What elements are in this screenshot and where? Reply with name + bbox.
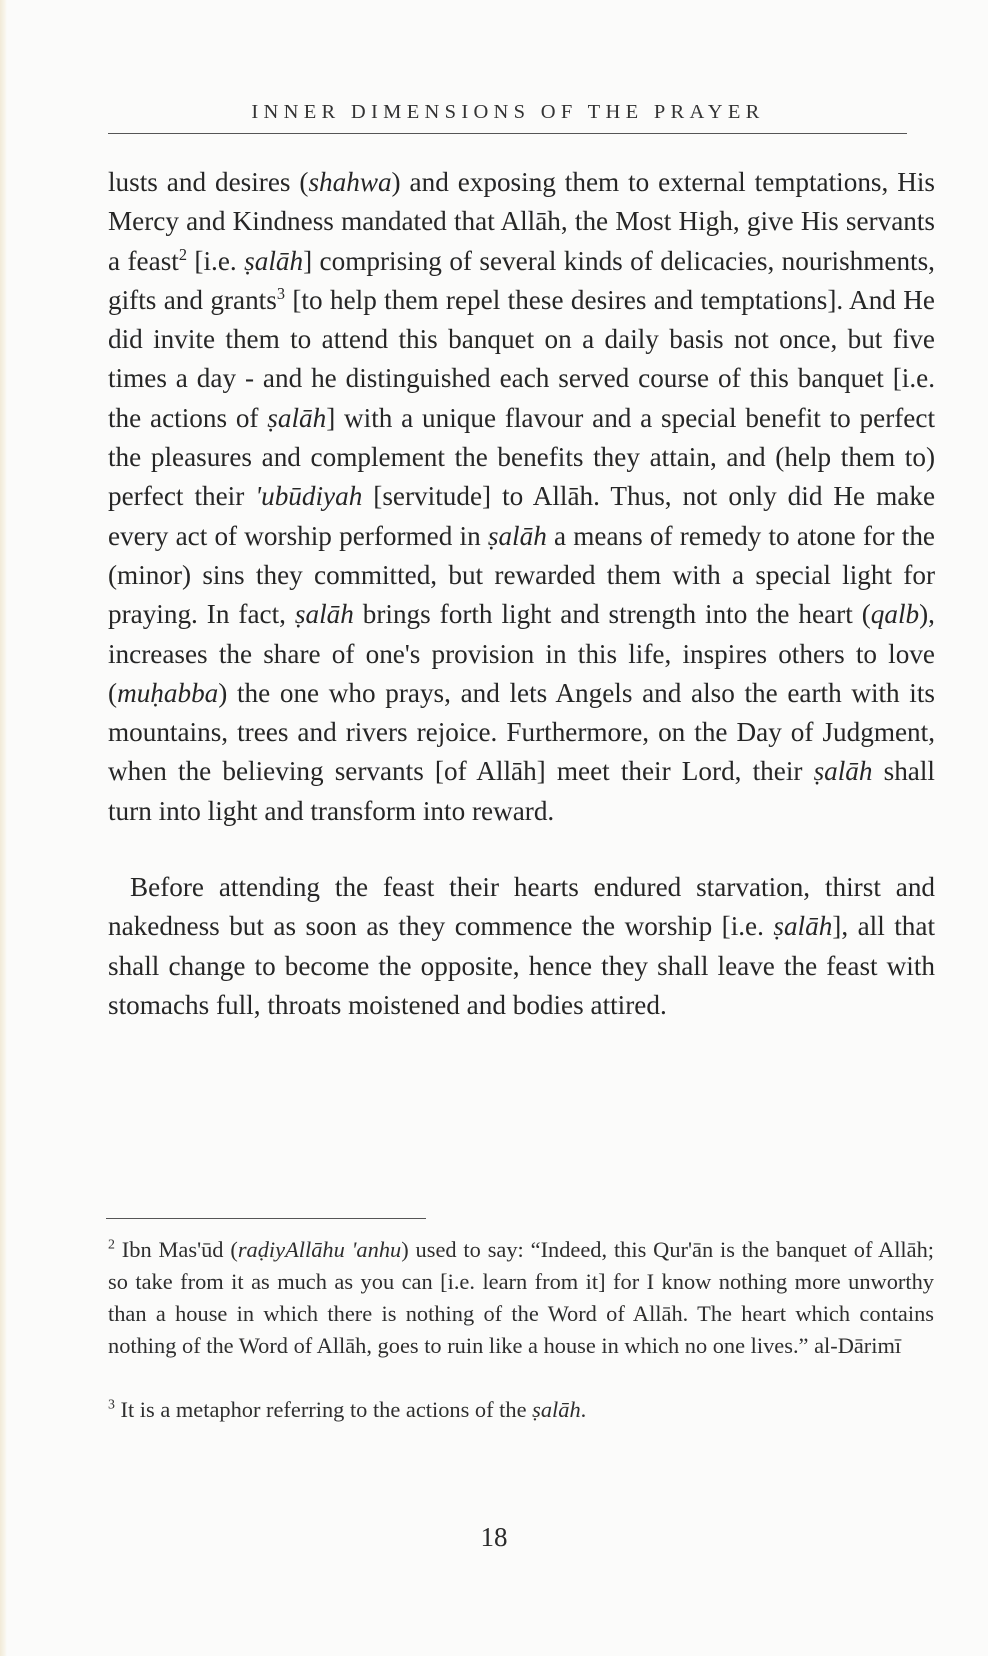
footnote-number: 3: [108, 1397, 115, 1413]
transliteration-ubudiyah: 'ubūdiyah: [255, 481, 363, 512]
running-header: INNER DIMENSIONS OF THE PRAYER: [251, 101, 765, 123]
main-text: [108, 163, 935, 1025]
transliteration-salah: ṣalāh: [244, 245, 304, 276]
transliteration-salah: ṣalāh: [813, 756, 873, 787]
text-segment: [to help them repel these desires and temptations]. And He did invite them to attend this banquet on a daily basis not once, but five times a day - and he distinguished each served course of this banquet [i.e. the actions of: [108, 284, 935, 433]
text-segment: ) the one who prays, and lets Angels and also the earth with its mountains, trees and rivers rejoice. Furthermore, on the Day of Judgment, when the believing servants [of Allāh] meet their Lord, their: [108, 677, 935, 787]
text-segment: ) used to say: “Indeed, this Qur'ān is the banquet of Allāh; so take from it as much as you can [i.e. learn from it] for I know nothing more unworthy than a house in which there is nothing of the Word of Allāh. The heart which contains nothing of the Word of Allāh, goes to ruin like a house in which no one lives.” al-Dārimī: [108, 1237, 934, 1358]
text-segment: ] comprising of several kinds of delicacies, nourishments, gifts and grants: [108, 245, 935, 315]
transliteration-salah: ṣalāh: [267, 402, 327, 433]
text-segment: ], all that shall change to become the opposite, hence they shall leave the feast with stomachs full, throats moistened and bodies attired.: [108, 911, 936, 1020]
footnote-ref-2[interactable]: 2: [178, 244, 187, 264]
text-segment: brings forth light and strength into the heart (: [353, 599, 871, 630]
text-segment: [servitude] to Allāh. Thus, not only did He make every act of worship performed in: [108, 481, 936, 551]
text-segment: .: [580, 1397, 587, 1422]
text-segment: ), increases the share of one's provision in this life, inspires others to love (: [108, 599, 935, 708]
footnote-ref-3[interactable]: 3: [276, 283, 285, 303]
transliteration-salah: ṣalāh: [532, 1397, 581, 1422]
text-segment: shall turn into light and transform into reward.: [108, 756, 935, 826]
transliteration-muhabba: muḥabba: [117, 677, 219, 708]
text-segment: Before attending the feast their hearts endured starvation, thirst and nakedness but as soon as they commence the worship [i.e.: [108, 872, 935, 942]
text-segment: ] with a unique flavour and a special benefit to perfect the pleasures and complement the benefits they attain, and (help them to) perfect their: [108, 402, 935, 512]
transliteration-shahwa: shahwa: [308, 167, 392, 197]
transliteration-salah: ṣalāh: [773, 911, 833, 942]
text-segment: Ibn Mas'ūd (: [114, 1237, 238, 1262]
transliteration-qalb: qalb: [870, 599, 920, 630]
footnote-number: 2: [108, 1237, 115, 1253]
header-divider: [108, 133, 907, 134]
footnote-3: [108, 1394, 934, 1426]
text-segment: ) and exposing them to external temptations, His Mercy and Kindness mandated that Allāh, the Most High, give His servants a feast: [108, 167, 935, 276]
text-segment: [i.e.: [186, 245, 245, 276]
footnotes: [108, 1234, 934, 1426]
footnote-2: [108, 1234, 934, 1362]
paragraph-1: [108, 163, 935, 831]
footnote-divider: [106, 1218, 426, 1219]
page-edge-shadow: [0, 0, 7, 1656]
text-segment: lusts and desires (: [108, 167, 309, 197]
text-segment: a means of remedy to atone for the (minor) sins they committed, but rewarded them with a special light for praying. In fact,: [108, 520, 935, 630]
text-segment: It is a metaphor referring to the actions of the: [114, 1397, 533, 1422]
page-number: 18: [480, 1522, 508, 1552]
transliteration-salah: ṣalāh: [294, 599, 354, 630]
transliteration-radiyallahu-anhu: raḍiyAllāhu 'anhu: [237, 1237, 402, 1262]
paragraph-2: [108, 868, 935, 1025]
transliteration-salah: ṣalāh: [487, 520, 547, 551]
